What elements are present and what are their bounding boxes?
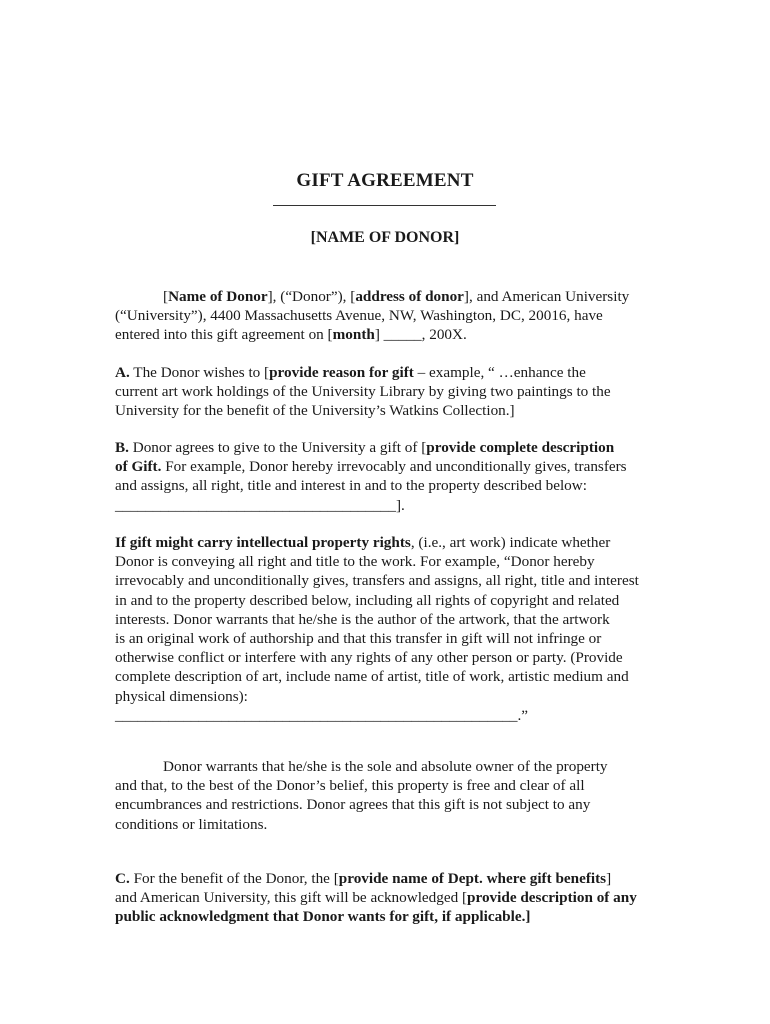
intellectual-property-paragraph: If gift might carry intellectual property rights, (i.e., art work) indicate whether Donor is conveying all right and title to the work. For example, “Donor hereby irrevocably and unconditionally gives, transfers and assigns, all right, title and interest in and to the property described below, including all rights of copyright and related interests. Donor warrants that he/she is the author of the artwork, that the artwork is an original work of authorship and that this transfer in gift will not infringe or otherwise conflict or interfere with any rights of any other person or party. (Provide complete description of art, include name of artist, title of work, artistic medium and physical dimensions): _____________________________________________________.” — [115, 534, 639, 724]
ownership-warranty-paragraph: Donor warrants that he/she is the sole and absolute owner of the property and that, to the best of the Donor’s belief, this property is free and clear of all encumbrances and restrictions. Donor agrees that this gift is not subject to any conditions or limitations. — [115, 758, 608, 833]
donor-name-heading: [NAME OF DONOR] — [310, 229, 460, 246]
section-a-paragraph: A. The Donor wishes to [provide reason for gift – example, “ …enhance the current art work holdings of the University Library by giving two paintings to the University for the benefit of the University’s Watkins Collection.] — [115, 364, 611, 420]
section-b-paragraph: B. Donor agrees to give to the University a gift of [provide complete description of Gift. For example, Donor hereby irrevocably and unconditionally gives, transfers and assigns, all right, title and interest in and to the property described below: _____________________________________]. — [115, 439, 627, 514]
document-title: GIFT AGREEMENT — [296, 170, 474, 191]
title-underline — [273, 205, 496, 206]
intro-paragraph: [Name of Donor], (“Donor”), [address of donor], and American University (“University”), 4400 Massachusetts Avenue, NW, Washington, DC, 20016, have entered into this gift agreement on [month] _____, 200X. — [115, 288, 630, 344]
section-c-paragraph: C. For the benefit of the Donor, the [provide name of Dept. where gift benefits] and American University, this gift will be acknowledged [provide description of any public acknowledgment that Donor wants for gift, if applicable.] — [115, 870, 637, 926]
